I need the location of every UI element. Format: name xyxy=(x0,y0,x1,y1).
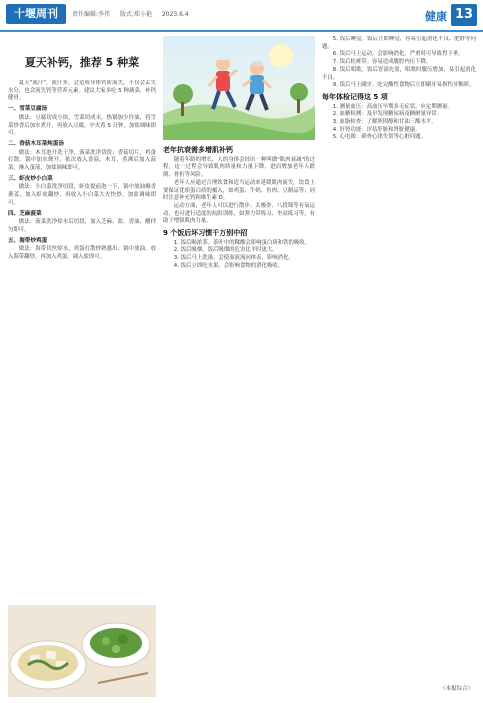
checkup-item: 5. 心电图：筛查心律失常等心脏问题。 xyxy=(332,134,426,141)
tip-item: 5. 饭后睡觉。饭后立即睡觉，容易引起消化不良、肥胖等问题。 xyxy=(322,36,476,50)
header-meta xyxy=(72,9,197,18)
issue-date: 2023.6.4 xyxy=(161,11,189,18)
article1-body xyxy=(8,80,156,600)
recipe-text: 做法：海带切丝焯水，鸡蛋打散炒熟盛出；锅中放油，放入海带翻炒，再加入鸡蛋，调入盐即可。 xyxy=(8,246,156,261)
tip-item: 2. 饭后吸烟。饭后吸烟的危害比平时更大。 xyxy=(173,247,278,254)
running-couple-illustration xyxy=(163,36,315,140)
article3-subhead: 每年体检记得这 5 项 xyxy=(322,92,388,101)
tip-item: 7. 饭后松裤带。容易造成腹腔内压下降。 xyxy=(332,59,432,66)
recipe-text: 做法：菠菜洗净焯水后切段，加入芝麻、盐、香油、醋拌匀即可。 xyxy=(8,219,156,233)
tip-item: 4. 饭后立即吃水果。会影响食物的消化吸收。 xyxy=(173,262,284,269)
tip-item: 9. 饭后马上刷牙。吃完酸性食物后立即刷牙易损伤牙釉质。 xyxy=(332,82,475,89)
tip-item: 1. 饭后喝浓茶。茶叶中的鞣酸会影响蛋白质和铁的吸收。 xyxy=(173,239,311,246)
recipe-text: 做法：小白菜洗净切段，虾皮提前泡一下，锅中放油爆香葱姜，加入虾皮翻炒，再放入小白菜大火快炒，加盐调味即可。 xyxy=(8,184,156,206)
page-header xyxy=(0,0,483,32)
article3-body xyxy=(322,36,476,671)
recipe-heading: 四、芝麻菠菜 xyxy=(8,210,42,217)
recipe-heading: 一、雪菜豆腐汤 xyxy=(8,106,48,113)
recipe-text: 做法：木耳泡开洗干净，菠菜洗净切段；香菇切片，鸡蛋打散。锅中加水烧开，依次放入香菇、木耳，煮沸后加入菠菜，淋入蛋液，加盐调味即可。 xyxy=(8,149,156,172)
section-title: 健康 xyxy=(425,10,447,23)
article1-intro: 夏天"流汗"，流汗多，会造成身体钙质流失。不仅会丢失水分，也会流失钙等营养元素。建议大家多吃 5 种蔬菜，补钙健骨。 xyxy=(8,80,156,102)
recipe-heading: 五、海带炒鸡蛋 xyxy=(8,237,48,244)
food-photo xyxy=(8,605,156,697)
article2-subhead: 9 个饭后坏习惯千万别中招 xyxy=(163,229,248,238)
page-number: 13 xyxy=(451,4,477,26)
article2-body xyxy=(163,143,315,698)
tip-item: 3. 饭后马上洗澡。会使血液流向体表，影响消化。 xyxy=(173,255,294,262)
recipe-text: 做法：豆腐切成小块，雪菜切成末，热锅加少许油，将雪菜炒香后加水煮开，再放入豆腐，中火煮 5 分钟，加盐调味即可。 xyxy=(8,114,156,137)
recipe-heading: 二、香菇木耳菜炖蛋汤 xyxy=(8,140,64,147)
checkup-item: 2. 血糖检测：及早发现糖尿病及糖耐量异常。 xyxy=(332,111,443,118)
checkup-item: 4. 肝肾功能：评估肝脏和肾脏健康。 xyxy=(332,126,421,133)
article2-paragraph: 老年人应通过合理饮食和适当运动来延缓肌肉流失。饮食上要保证优质蛋白质的摄入，如鸡蛋、牛奶、鱼肉、豆制品等；同时注意补充钙和维生素 D。 xyxy=(163,179,315,202)
tip-item: 8. 饭后唱歌。饭后胃部充盈，唱歌时腹压增加，易引起消化不良。 xyxy=(322,66,476,81)
tip-item: 6. 饭后马上运动。会影响消化，严重时可导致胃下垂。 xyxy=(332,51,464,58)
article1-title: 夏天补钙，推荐 5 种菜 xyxy=(24,56,140,69)
masthead-logo: 十堰周刊 xyxy=(6,4,66,24)
article2-paragraph: 运动方面，老年人可以进行散步、太极拳、八段锦等有氧运动，也可进行适度的抗阻训练，如弹力带练习、坐站练习等，有助于增强肌肉力量。 xyxy=(163,202,315,225)
article2-paragraph: 随着年龄的增长，人的身体会经历一种叫做"肌肉衰减"的过程，这一过程会导致肌肉质量和力量下降，进而增加老年人跌倒、骨折等风险。 xyxy=(163,156,315,179)
recipe-heading: 三、虾皮炒小白菜 xyxy=(8,175,53,182)
article2-title: 老年抗衰需多增肌补钙 xyxy=(163,146,233,154)
checkup-item: 1. 测量血压：高血压早期多无症状，应定期测量。 xyxy=(332,103,453,110)
source-note: （本报综合） xyxy=(439,686,473,692)
designer-credit: 版式:郑小艳 xyxy=(119,11,152,18)
checkup-item: 3. 血脂检查：了解胆固醇和甘油三酯水平。 xyxy=(332,119,437,126)
editor-credit: 责任编辑:李伟 xyxy=(72,11,111,18)
